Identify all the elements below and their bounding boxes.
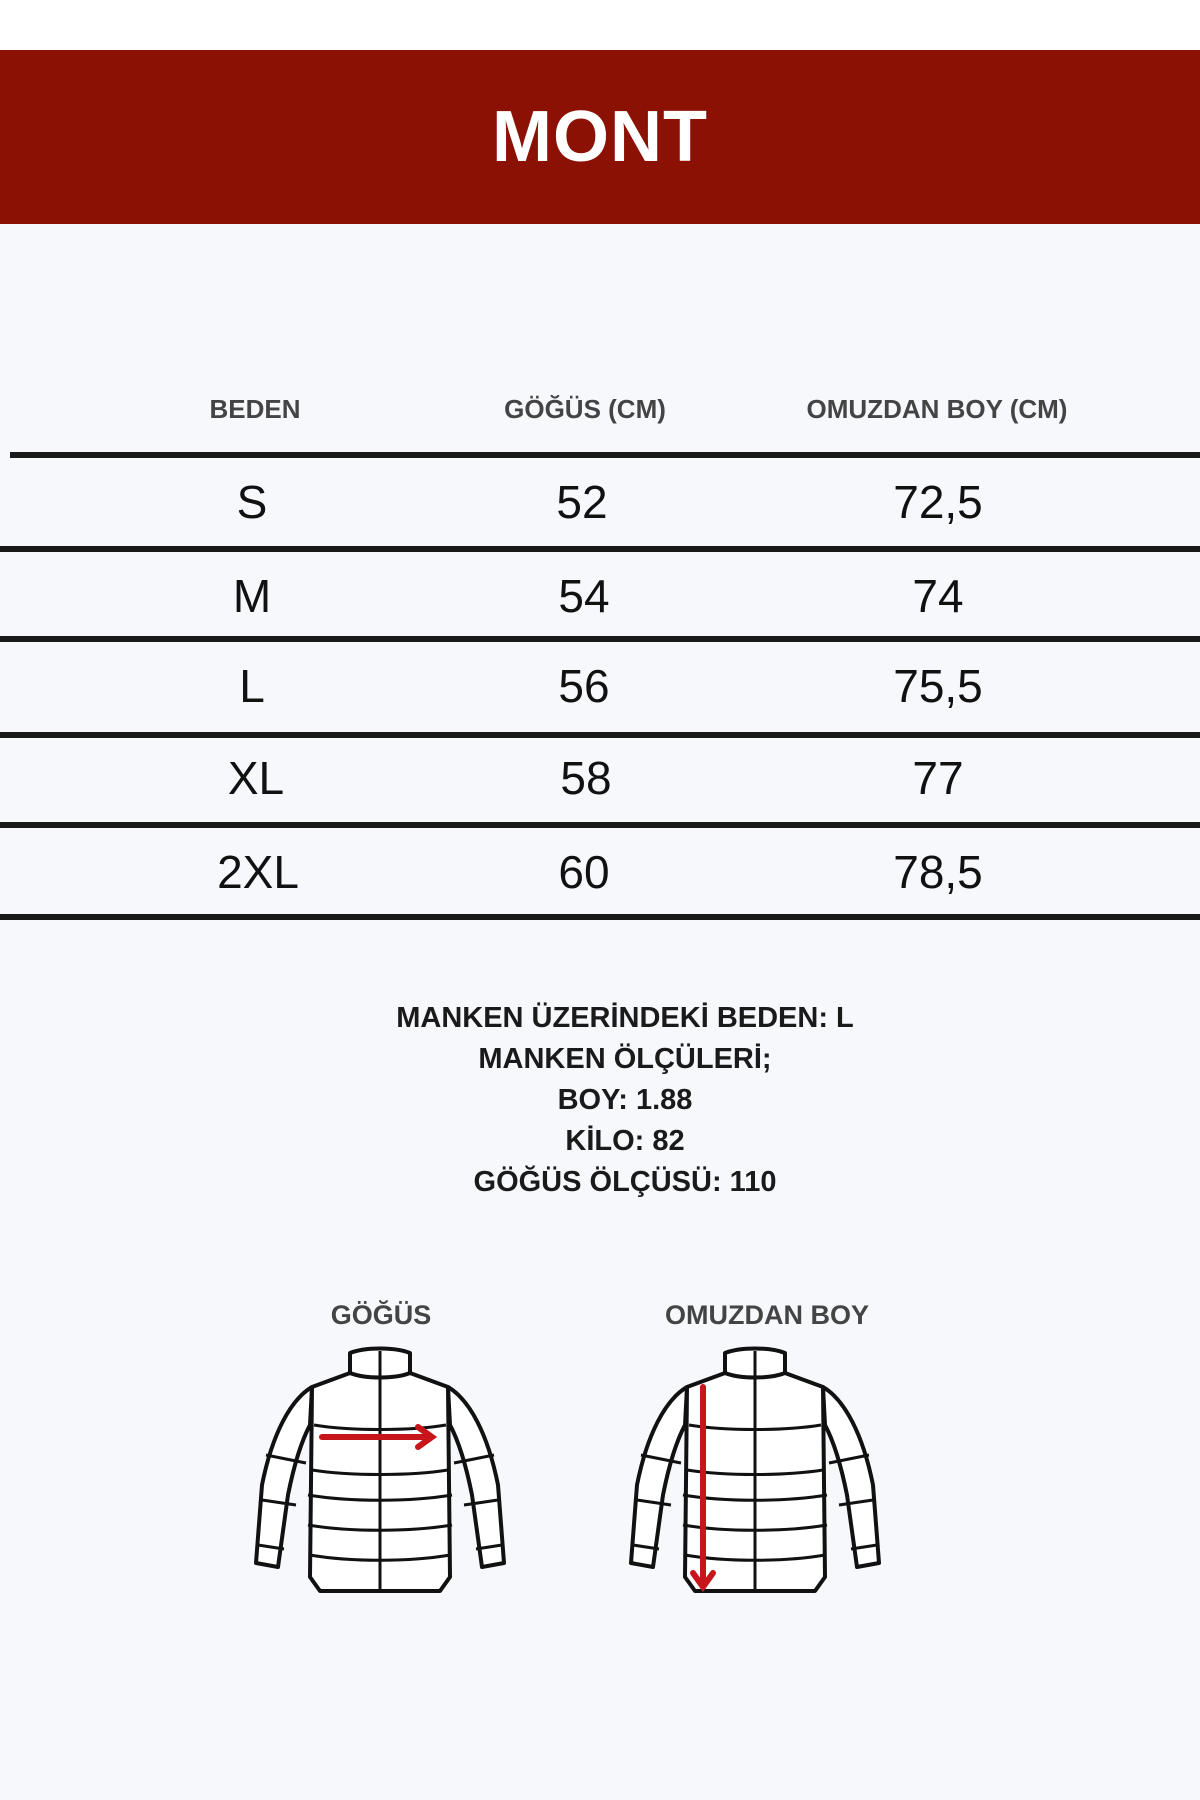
model-size-line: MANKEN ÜZERİNDEKİ BEDEN: L	[396, 1002, 854, 1034]
length-cell: 78,5	[893, 846, 983, 898]
length-cell: 72,5	[893, 476, 983, 528]
size-cell: XL	[227, 752, 285, 804]
model-weight-line: KİLO: 82	[565, 1125, 685, 1157]
length-diagram-label: OMUZDAN BOY	[665, 1300, 869, 1330]
chest-diagram-label: GÖĞÜS	[330, 1300, 432, 1330]
chest-cell: 52	[556, 476, 608, 528]
length-cell: 77	[912, 752, 964, 804]
table-row	[0, 734, 1200, 822]
size-cell: M	[232, 570, 272, 622]
table-header	[0, 380, 1200, 440]
column-header-chest: GÖĞÜS (CM)	[504, 394, 666, 424]
column-header-length: OMUZDAN BOY (CM)	[806, 394, 1068, 424]
table-row	[0, 552, 1200, 640]
chest-cell: 54	[558, 570, 610, 622]
size-cell: 2XL	[217, 846, 299, 898]
table-divider	[0, 914, 1200, 920]
model-info	[0, 998, 1200, 1203]
page-title: MONT	[492, 97, 708, 177]
chest-cell: 58	[560, 752, 612, 804]
table-row	[0, 458, 1200, 546]
length-cell: 74	[912, 570, 964, 622]
length-jacket-icon	[625, 1345, 885, 1595]
model-chest-line: GÖĞÜS ÖLÇÜSÜ: 110	[473, 1166, 777, 1198]
size-cell: S	[236, 476, 268, 528]
column-header-size: BEDEN	[209, 394, 301, 424]
chest-cell: 60	[558, 846, 610, 898]
model-height-line: BOY: 1.88	[557, 1084, 693, 1116]
chest-jacket-icon	[250, 1345, 510, 1595]
model-measurements-heading: MANKEN ÖLÇÜLERİ;	[478, 1043, 772, 1075]
table-row	[0, 642, 1200, 730]
title-banner	[0, 50, 1200, 224]
top-margin	[0, 0, 1200, 50]
chest-cell: 56	[558, 660, 610, 712]
size-cell: L	[239, 660, 265, 712]
table-row	[0, 828, 1200, 916]
length-cell: 75,5	[893, 660, 983, 712]
